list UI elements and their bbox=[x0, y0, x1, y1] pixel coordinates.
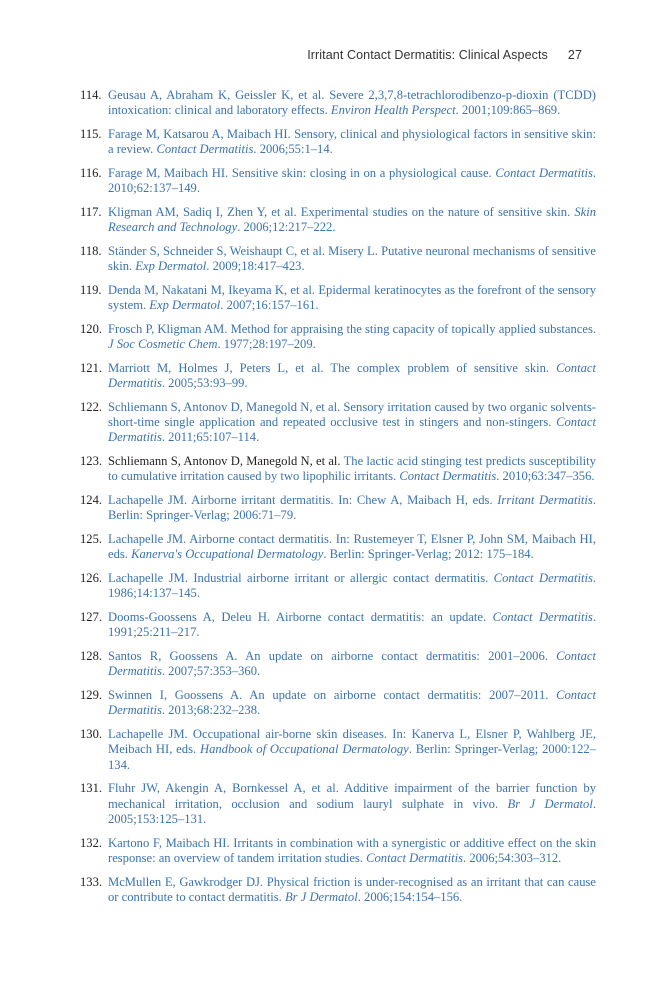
reference-number: 118. bbox=[80, 244, 102, 258]
reference-link[interactable] bbox=[108, 727, 596, 771]
reference-journal: Irritant Dermatitis bbox=[497, 493, 593, 508]
reference-item bbox=[80, 836, 596, 866]
reference-link[interactable] bbox=[108, 610, 596, 639]
reference-body bbox=[108, 127, 596, 156]
reference-journal: J Soc Cosmetic Chem bbox=[108, 337, 218, 352]
reference-number: 124. bbox=[80, 493, 103, 508]
reference-link[interactable] bbox=[108, 688, 596, 717]
reference-link[interactable] bbox=[108, 205, 596, 234]
reference-text: Lachapelle JM. Industrial airborne irritant or allergic contact dermatitis. bbox=[108, 571, 494, 586]
reference-journal: Contact Dermatitis bbox=[156, 142, 254, 157]
running-head bbox=[0, 48, 582, 62]
reference-number: 121. bbox=[80, 361, 103, 375]
reference-body bbox=[108, 875, 596, 904]
reference-number: 131. bbox=[80, 781, 103, 796]
reference-citation-details: . 2007;16:157–161. bbox=[220, 298, 319, 313]
reference-journal: Contact Dermatitis bbox=[493, 571, 593, 586]
reference-item bbox=[80, 649, 596, 679]
reference-journal: Contact Dermatitis bbox=[108, 688, 596, 718]
reference-citation-details: . 2001;109:865–869. bbox=[455, 103, 561, 118]
reference-link[interactable] bbox=[108, 283, 596, 312]
reference-item bbox=[80, 493, 596, 523]
running-head-title: Irritant Contact Dermatitis: Clinical Aspects bbox=[307, 48, 548, 62]
reference-number: 114. bbox=[80, 88, 102, 102]
reference-list bbox=[80, 88, 596, 914]
reference-journal: Kanerva's Occupational Dermatology bbox=[131, 547, 324, 562]
reference-body bbox=[108, 610, 596, 639]
reference-journal: Br J Dermatol bbox=[284, 889, 358, 904]
reference-text: McMullen E, Gawkrodger DJ. Physical friction is under-recognised as an irritant that can cause or contribute to contact dermatitis. bbox=[108, 874, 596, 904]
reference-item bbox=[80, 400, 596, 446]
reference-text: Lachapelle JM. Airborne contact dermatitis. In: Rustemeyer T, Elsner P, John SM, Maibach HI, eds. bbox=[108, 532, 596, 562]
reference-journal: Environ Health Perspect bbox=[330, 103, 456, 118]
reference-link[interactable] bbox=[108, 571, 596, 600]
reference-item bbox=[80, 610, 596, 640]
reference-link[interactable] bbox=[108, 88, 596, 117]
reference-number: 122. bbox=[80, 400, 103, 414]
reference-item bbox=[80, 127, 596, 157]
reference-body bbox=[108, 727, 596, 771]
reference-text: Lachapelle JM. Airborne irritant dermatitis. In: Chew A, Maibach H, eds. bbox=[108, 493, 498, 508]
reference-number: 120. bbox=[80, 322, 103, 336]
reference-citation-details: . 2010;63:347–356. bbox=[496, 469, 595, 484]
reference-journal: Contact Dermatitis bbox=[108, 649, 596, 679]
page-number: 27 bbox=[567, 48, 582, 62]
reference-text: Swinnen I, Goossens A. An update on airborne contact dermatitis: 2007–2011. bbox=[108, 688, 557, 703]
reference-citation-details: . 1977;28:197–209. bbox=[217, 337, 316, 352]
reference-body bbox=[108, 836, 596, 865]
reference-text: Dooms-Goossens A, Deleu H. Airborne contact dermatitis: an update. bbox=[108, 610, 493, 625]
reference-item bbox=[80, 283, 596, 313]
reference-link[interactable] bbox=[108, 361, 596, 390]
reference-authors-plain: Schliemann S, Antonov D, Manegold N, et al. bbox=[108, 454, 344, 469]
reference-text: Marriott M, Holmes J, Peters L, et al. The complex problem of sensitive skin. bbox=[108, 361, 557, 375]
reference-body bbox=[108, 493, 596, 522]
reference-citation-details: . 2011;65:107–114. bbox=[161, 430, 260, 445]
reference-journal: Br J Dermatol bbox=[507, 796, 593, 811]
reference-journal: Handbook of Occupational Dermatology bbox=[199, 742, 409, 757]
reference-citation-details: . 2005;53:93–99. bbox=[161, 376, 248, 391]
reference-number: 119. bbox=[80, 283, 102, 297]
reference-number: 125. bbox=[80, 532, 103, 547]
reference-citation-details: . 1986;14:137–145. bbox=[108, 571, 597, 601]
reference-citation-details: . 2006;12:217–222. bbox=[237, 220, 336, 235]
reference-body bbox=[108, 571, 596, 600]
reference-item bbox=[80, 532, 596, 562]
reference-citation-details: . 2005;153:125–131. bbox=[108, 796, 596, 826]
reference-body bbox=[108, 532, 596, 561]
reference-item bbox=[80, 205, 596, 235]
reference-link[interactable] bbox=[108, 532, 596, 561]
reference-citation-details: . 2009;18:417–423. bbox=[206, 259, 305, 274]
reference-citation-details: . 2010;62:137–149. bbox=[108, 166, 597, 196]
reference-journal: Exp Dermatol bbox=[149, 298, 221, 313]
reference-item bbox=[80, 875, 596, 905]
reference-link[interactable] bbox=[108, 649, 596, 678]
reference-body bbox=[108, 166, 596, 195]
reference-body bbox=[108, 88, 596, 117]
reference-link[interactable] bbox=[108, 127, 596, 156]
reference-item bbox=[80, 361, 596, 391]
reference-number: 127. bbox=[80, 610, 103, 625]
reference-body bbox=[108, 244, 596, 273]
reference-number: 115. bbox=[80, 127, 102, 141]
reference-item bbox=[80, 322, 596, 352]
reference-citation-details: . 2006;154:154–156. bbox=[357, 889, 463, 904]
reference-number: 133. bbox=[80, 874, 103, 889]
reference-item bbox=[80, 244, 596, 274]
reference-citation-details: . 2006;55:1–14. bbox=[253, 142, 333, 157]
reference-link[interactable] bbox=[108, 244, 596, 273]
reference-number: 128. bbox=[80, 649, 103, 664]
reference-text: The lactic acid stinging test predicts susceptibility to cumulative irritation caused by two lipophilic irritants. bbox=[108, 454, 596, 484]
reference-number: 117. bbox=[80, 205, 102, 219]
reference-number: 130. bbox=[80, 727, 103, 742]
reference-journal: Contact Dermatitis bbox=[399, 469, 497, 484]
reference-link[interactable] bbox=[108, 322, 596, 351]
reference-body bbox=[108, 283, 596, 312]
reference-text: Denda M, Nakatani M, Ikeyama K, et al. Epidermal keratinocytes as the forefront of the sensory system. bbox=[108, 283, 596, 313]
reference-number: 116. bbox=[80, 166, 102, 180]
reference-body bbox=[108, 781, 596, 825]
reference-citation-details: . 1991;25:211–217. bbox=[108, 610, 596, 640]
reference-text: Lachapelle JM. Occupational air-borne skin diseases. In: Kanerva L, Elsner P, Wahlberg JE, Meibach HI, eds. bbox=[108, 727, 596, 757]
reference-item bbox=[80, 727, 596, 773]
reference-citation-details: . 2006;54:303–312. bbox=[463, 850, 562, 865]
reference-text: Farage M, Maibach HI. Sensitive skin: closing in on a physiological cause. bbox=[108, 166, 496, 180]
reference-citation-details: . Berlin: Springer-Verlag; 2012: 175–184. bbox=[323, 547, 534, 562]
reference-item bbox=[80, 571, 596, 601]
reference-body bbox=[108, 361, 596, 390]
reference-item bbox=[80, 781, 596, 827]
reference-citation-details: . Berlin: Springer-Verlag; 2006:71–79. bbox=[108, 493, 596, 523]
reference-text: Geusau A, Abraham K, Geissler K, et al. Severe 2,3,7,8-tetrachlorodibenzo-p-dioxin (TCDD) intoxication: clinical and laboratory effects. bbox=[108, 88, 596, 118]
reference-text: Kartono F, Maibach HI. Irritants in combination with a synergistic or additive effect on the skin response: an overview of tandem irritation studies. bbox=[108, 835, 596, 865]
reference-number: 129. bbox=[80, 688, 103, 703]
reference-link[interactable] bbox=[108, 836, 596, 865]
reference-text: Farage M, Katsarou A, Maibach HI. Sensory, clinical and physiological factors in sensitive skin: a review. bbox=[108, 127, 596, 157]
reference-text: Ständer S, Schneider S, Weishaupt C, et al. Misery L. Putative neuronal mechanisms of sensitive skin. bbox=[108, 244, 596, 274]
reference-link[interactable] bbox=[108, 781, 596, 825]
reference-item bbox=[80, 166, 596, 196]
reference-body bbox=[108, 649, 596, 678]
reference-number: 123. bbox=[80, 454, 103, 469]
reference-text: Kligman AM, Sadiq I, Zhen Y, et al. Experimental studies on the nature of sensitive skin. bbox=[108, 205, 575, 219]
reference-body bbox=[108, 205, 596, 234]
reference-text: Schliemann S, Antonov D, Manegold N, et al. Sensory irritation caused by two organic solvents-short-time single application and repeated occlusive test in stingers and non-stingers. bbox=[108, 400, 596, 430]
reference-link[interactable] bbox=[108, 166, 596, 195]
reference-body bbox=[108, 688, 596, 717]
reference-journal: Contact Dermatitis bbox=[492, 610, 593, 625]
reference-item bbox=[80, 454, 596, 484]
reference-citation-details: . 2013;68:232–238. bbox=[161, 703, 261, 718]
reference-journal: Contact Dermatitis bbox=[495, 166, 593, 180]
reference-journal: Contact Dermatitis bbox=[108, 415, 596, 445]
reference-journal: Skin Research and Technology bbox=[108, 205, 596, 235]
reference-item bbox=[80, 88, 596, 118]
reference-item bbox=[80, 688, 596, 718]
reference-number: 126. bbox=[80, 571, 103, 586]
reference-link[interactable] bbox=[108, 400, 596, 444]
reference-text: Fluhr JW, Akengin A, Bornkessel A, et al. Additive impairment of the barrier function by mechanical irritation, occlusion and sodium lauryl sulphate in vivo. bbox=[108, 781, 596, 811]
reference-body bbox=[108, 322, 596, 351]
reference-text: Frosch P, Kligman AM. Method for appraising the sting capacity of topically applied substances. bbox=[108, 322, 596, 336]
reference-citation-details: . 2007;57:353–360. bbox=[161, 664, 261, 679]
reference-citation-details: . Berlin: Springer-Verlag; 2000:122–134. bbox=[108, 742, 596, 772]
reference-journal: Contact Dermatitis bbox=[366, 850, 464, 865]
reference-journal: Exp Dermatol bbox=[135, 259, 207, 274]
reference-link[interactable] bbox=[108, 493, 596, 522]
reference-number: 132. bbox=[80, 835, 103, 850]
reference-link[interactable] bbox=[108, 875, 596, 904]
reference-journal: Contact Dermatitis bbox=[108, 361, 596, 391]
reference-body bbox=[108, 454, 596, 483]
reference-body bbox=[108, 400, 596, 444]
reference-text: Santos R, Goossens A. An update on airborne contact dermatitis: 2001–2006. bbox=[108, 649, 557, 664]
